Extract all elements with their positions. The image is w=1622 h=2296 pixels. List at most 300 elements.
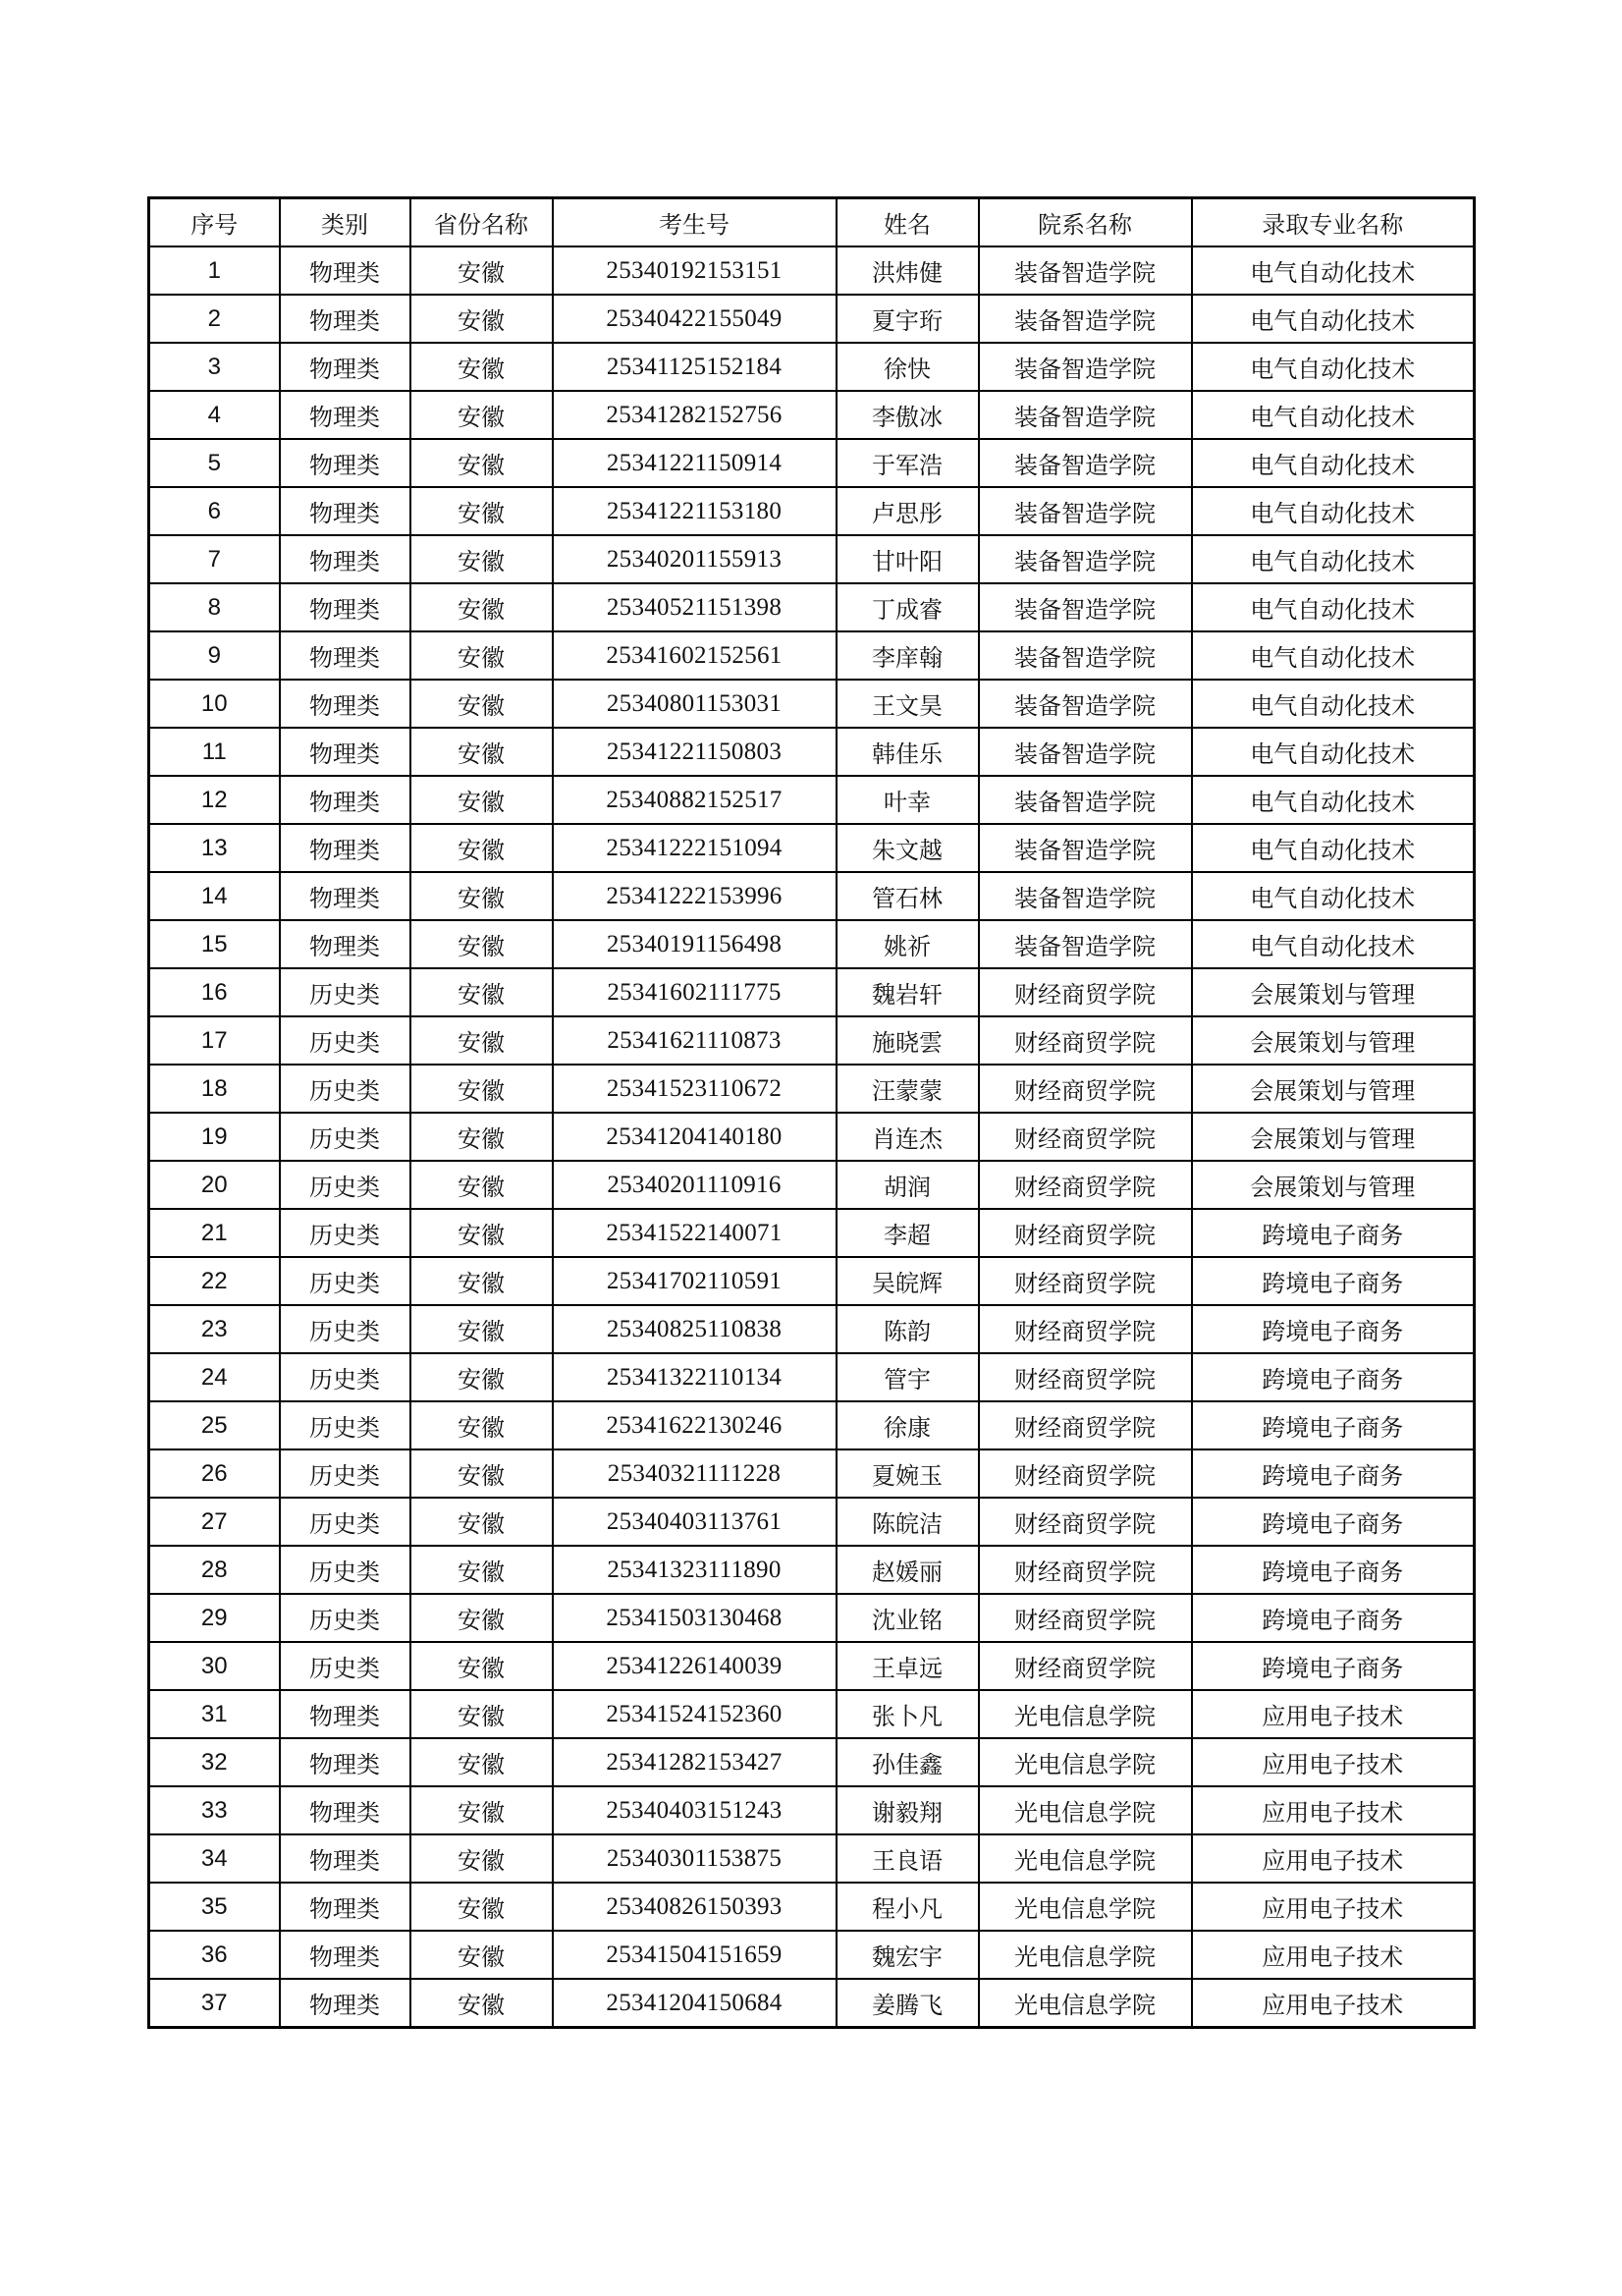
major-cell: 应用电子技术: [1192, 1931, 1475, 1979]
province-cell: 安徽: [410, 631, 553, 680]
serial-number-cell: 7: [149, 535, 280, 583]
major-cell: 电气自动化技术: [1192, 776, 1475, 824]
table-row: [149, 487, 1475, 535]
category-cell: 历史类: [280, 1257, 410, 1305]
department-cell: 财经商贸学院: [979, 1209, 1192, 1257]
candidate-number-cell: 25341222153996: [553, 872, 837, 920]
serial-number-cell: 14: [149, 872, 280, 920]
province-cell: 安徽: [410, 1594, 553, 1642]
province-cell: 安徽: [410, 824, 553, 872]
province-cell: 安徽: [410, 1065, 553, 1113]
department-cell: 光电信息学院: [979, 1979, 1192, 2028]
category-cell: 物理类: [280, 1979, 410, 2028]
candidate-number-cell: 25341621110873: [553, 1016, 837, 1065]
province-cell: 安徽: [410, 1449, 553, 1498]
serial-number-cell: 1: [149, 246, 280, 295]
major-cell: 应用电子技术: [1192, 1738, 1475, 1786]
candidate-number-cell: 25340826150393: [553, 1883, 837, 1931]
category-cell: 物理类: [280, 246, 410, 295]
major-cell: 跨境电子商务: [1192, 1353, 1475, 1401]
student-name-cell: 李傲冰: [837, 391, 979, 439]
serial-number-cell: 19: [149, 1113, 280, 1161]
student-name-cell: 程小凡: [837, 1883, 979, 1931]
admission-list-table: [147, 196, 1476, 2029]
major-cell: 跨境电子商务: [1192, 1209, 1475, 1257]
major-cell: 应用电子技术: [1192, 1834, 1475, 1883]
province-cell: 安徽: [410, 1883, 553, 1931]
candidate-number-cell: 25341322110134: [553, 1353, 837, 1401]
major-cell: 电气自动化技术: [1192, 583, 1475, 631]
student-name-cell: 张卜凡: [837, 1690, 979, 1738]
major-cell: 电气自动化技术: [1192, 487, 1475, 535]
category-cell: 物理类: [280, 583, 410, 631]
category-cell: 历史类: [280, 1498, 410, 1546]
category-cell: 物理类: [280, 535, 410, 583]
department-cell: 光电信息学院: [979, 1738, 1192, 1786]
candidate-number-cell: 25341282153427: [553, 1738, 837, 1786]
table-row: [149, 1498, 1475, 1546]
candidate-number-cell: 25341504151659: [553, 1931, 837, 1979]
category-cell: 历史类: [280, 968, 410, 1016]
serial-number-cell: 37: [149, 1979, 280, 2028]
category-cell: 物理类: [280, 776, 410, 824]
candidate-number-cell: 25341503130468: [553, 1594, 837, 1642]
table-row: [149, 1305, 1475, 1353]
student-name-cell: 朱文越: [837, 824, 979, 872]
category-cell: 物理类: [280, 1834, 410, 1883]
serial-number-cell: 29: [149, 1594, 280, 1642]
student-name-cell: 王文昊: [837, 680, 979, 728]
major-cell: 跨境电子商务: [1192, 1546, 1475, 1594]
header-name: 姓名: [837, 198, 979, 247]
header-category: 类别: [280, 198, 410, 247]
serial-number-cell: 27: [149, 1498, 280, 1546]
major-cell: 跨境电子商务: [1192, 1498, 1475, 1546]
table-row: [149, 1690, 1475, 1738]
major-cell: 电气自动化技术: [1192, 535, 1475, 583]
student-name-cell: 陈皖洁: [837, 1498, 979, 1546]
serial-number-cell: 12: [149, 776, 280, 824]
candidate-number-cell: 25340422155049: [553, 295, 837, 343]
department-cell: 装备智造学院: [979, 246, 1192, 295]
serial-number-cell: 17: [149, 1016, 280, 1065]
province-cell: 安徽: [410, 246, 553, 295]
table-row: [149, 1016, 1475, 1065]
category-cell: 历史类: [280, 1353, 410, 1401]
student-name-cell: 徐快: [837, 343, 979, 391]
serial-number-cell: 3: [149, 343, 280, 391]
serial-number-cell: 31: [149, 1690, 280, 1738]
major-cell: 应用电子技术: [1192, 1690, 1475, 1738]
table-body: [149, 246, 1475, 2028]
department-cell: 财经商贸学院: [979, 1305, 1192, 1353]
candidate-number-cell: 25340403113761: [553, 1498, 837, 1546]
candidate-number-cell: 25340321111228: [553, 1449, 837, 1498]
candidate-number-cell: 25340825110838: [553, 1305, 837, 1353]
department-cell: 财经商贸学院: [979, 1257, 1192, 1305]
serial-number-cell: 9: [149, 631, 280, 680]
table-row: [149, 1931, 1475, 1979]
department-cell: 财经商贸学院: [979, 1161, 1192, 1209]
major-cell: 电气自动化技术: [1192, 920, 1475, 968]
candidate-number-cell: 25340192153151: [553, 246, 837, 295]
province-cell: 安徽: [410, 968, 553, 1016]
candidate-number-cell: 25340882152517: [553, 776, 837, 824]
table-row: [149, 1113, 1475, 1161]
department-cell: 装备智造学院: [979, 487, 1192, 535]
serial-number-cell: 16: [149, 968, 280, 1016]
department-cell: 装备智造学院: [979, 391, 1192, 439]
table-row: [149, 583, 1475, 631]
category-cell: 历史类: [280, 1401, 410, 1449]
student-name-cell: 于军浩: [837, 439, 979, 487]
table-row: [149, 968, 1475, 1016]
department-cell: 财经商贸学院: [979, 1642, 1192, 1690]
major-cell: 会展策划与管理: [1192, 1065, 1475, 1113]
table-row: [149, 1209, 1475, 1257]
province-cell: 安徽: [410, 1834, 553, 1883]
major-cell: 应用电子技术: [1192, 1786, 1475, 1834]
table-row: [149, 535, 1475, 583]
candidate-number-cell: 25341323111890: [553, 1546, 837, 1594]
category-cell: 物理类: [280, 728, 410, 776]
table-row: [149, 1594, 1475, 1642]
student-name-cell: 管石林: [837, 872, 979, 920]
major-cell: 电气自动化技术: [1192, 439, 1475, 487]
major-cell: 电气自动化技术: [1192, 343, 1475, 391]
candidate-number-cell: 25340301153875: [553, 1834, 837, 1883]
student-name-cell: 施晓雲: [837, 1016, 979, 1065]
province-cell: 安徽: [410, 1642, 553, 1690]
student-name-cell: 洪炜健: [837, 246, 979, 295]
student-name-cell: 夏宇珩: [837, 295, 979, 343]
table-row: [149, 824, 1475, 872]
serial-number-cell: 22: [149, 1257, 280, 1305]
province-cell: 安徽: [410, 1979, 553, 2028]
serial-number-cell: 8: [149, 583, 280, 631]
candidate-number-cell: 25341524152360: [553, 1690, 837, 1738]
candidate-number-cell: 25341702110591: [553, 1257, 837, 1305]
major-cell: 会展策划与管理: [1192, 968, 1475, 1016]
student-name-cell: 姜腾飞: [837, 1979, 979, 2028]
province-cell: 安徽: [410, 1786, 553, 1834]
serial-number-cell: 2: [149, 295, 280, 343]
table-row: [149, 1883, 1475, 1931]
student-name-cell: 王良语: [837, 1834, 979, 1883]
province-cell: 安徽: [410, 1161, 553, 1209]
major-cell: 跨境电子商务: [1192, 1642, 1475, 1690]
department-cell: 装备智造学院: [979, 343, 1192, 391]
serial-number-cell: 24: [149, 1353, 280, 1401]
major-cell: 跨境电子商务: [1192, 1449, 1475, 1498]
province-cell: 安徽: [410, 583, 553, 631]
category-cell: 物理类: [280, 1690, 410, 1738]
major-cell: 电气自动化技术: [1192, 631, 1475, 680]
province-cell: 安徽: [410, 728, 553, 776]
major-cell: 电气自动化技术: [1192, 295, 1475, 343]
table-row: [149, 920, 1475, 968]
candidate-number-cell: 25340801153031: [553, 680, 837, 728]
serial-number-cell: 28: [149, 1546, 280, 1594]
department-cell: 光电信息学院: [979, 1786, 1192, 1834]
candidate-number-cell: 25341602152561: [553, 631, 837, 680]
candidate-number-cell: 25340201110916: [553, 1161, 837, 1209]
student-name-cell: 韩佳乐: [837, 728, 979, 776]
student-name-cell: 管宇: [837, 1353, 979, 1401]
student-name-cell: 魏岩轩: [837, 968, 979, 1016]
province-cell: 安徽: [410, 776, 553, 824]
department-cell: 装备智造学院: [979, 728, 1192, 776]
province-cell: 安徽: [410, 439, 553, 487]
category-cell: 历史类: [280, 1594, 410, 1642]
student-name-cell: 丁成睿: [837, 583, 979, 631]
serial-number-cell: 18: [149, 1065, 280, 1113]
serial-number-cell: 26: [149, 1449, 280, 1498]
student-name-cell: 卢思彤: [837, 487, 979, 535]
table-row: [149, 439, 1475, 487]
department-cell: 光电信息学院: [979, 1834, 1192, 1883]
table-header-row: [149, 198, 1475, 247]
serial-number-cell: 36: [149, 1931, 280, 1979]
major-cell: 跨境电子商务: [1192, 1305, 1475, 1353]
serial-number-cell: 11: [149, 728, 280, 776]
major-cell: 跨境电子商务: [1192, 1401, 1475, 1449]
department-cell: 财经商贸学院: [979, 1113, 1192, 1161]
department-cell: 财经商贸学院: [979, 1353, 1192, 1401]
student-name-cell: 叶幸: [837, 776, 979, 824]
student-name-cell: 姚祈: [837, 920, 979, 968]
category-cell: 物理类: [280, 631, 410, 680]
province-cell: 安徽: [410, 1353, 553, 1401]
category-cell: 物理类: [280, 1931, 410, 1979]
student-name-cell: 吴皖辉: [837, 1257, 979, 1305]
serial-number-cell: 13: [149, 824, 280, 872]
candidate-number-cell: 25341602111775: [553, 968, 837, 1016]
table-row: [149, 295, 1475, 343]
candidate-number-cell: 25341226140039: [553, 1642, 837, 1690]
department-cell: 装备智造学院: [979, 680, 1192, 728]
major-cell: 电气自动化技术: [1192, 824, 1475, 872]
student-name-cell: 赵媛丽: [837, 1546, 979, 1594]
table-row: [149, 343, 1475, 391]
serial-number-cell: 5: [149, 439, 280, 487]
candidate-number-cell: 25341221153180: [553, 487, 837, 535]
major-cell: 电气自动化技术: [1192, 872, 1475, 920]
department-cell: 财经商贸学院: [979, 1546, 1192, 1594]
candidate-number-cell: 25341125152184: [553, 343, 837, 391]
serial-number-cell: 23: [149, 1305, 280, 1353]
department-cell: 装备智造学院: [979, 631, 1192, 680]
serial-number-cell: 6: [149, 487, 280, 535]
student-name-cell: 汪蒙蒙: [837, 1065, 979, 1113]
candidate-number-cell: 25340191156498: [553, 920, 837, 968]
department-cell: 装备智造学院: [979, 872, 1192, 920]
candidate-number-cell: 25340521151398: [553, 583, 837, 631]
serial-number-cell: 20: [149, 1161, 280, 1209]
department-cell: 财经商贸学院: [979, 1449, 1192, 1498]
table-row: [149, 728, 1475, 776]
province-cell: 安徽: [410, 872, 553, 920]
category-cell: 物理类: [280, 824, 410, 872]
major-cell: 跨境电子商务: [1192, 1594, 1475, 1642]
student-name-cell: 李庠翰: [837, 631, 979, 680]
major-cell: 电气自动化技术: [1192, 391, 1475, 439]
table-row: [149, 1161, 1475, 1209]
candidate-number-cell: 25341622130246: [553, 1401, 837, 1449]
category-cell: 物理类: [280, 1883, 410, 1931]
department-cell: 财经商贸学院: [979, 968, 1192, 1016]
category-cell: 历史类: [280, 1449, 410, 1498]
department-cell: 装备智造学院: [979, 920, 1192, 968]
category-cell: 物理类: [280, 1738, 410, 1786]
header-candidate-number: 考生号: [553, 198, 837, 247]
province-cell: 安徽: [410, 1305, 553, 1353]
student-name-cell: 王卓远: [837, 1642, 979, 1690]
student-name-cell: 沈业铭: [837, 1594, 979, 1642]
province-cell: 安徽: [410, 343, 553, 391]
candidate-number-cell: 25341204150684: [553, 1979, 837, 2028]
department-cell: 财经商贸学院: [979, 1401, 1192, 1449]
department-cell: 装备智造学院: [979, 439, 1192, 487]
header-department: 院系名称: [979, 198, 1192, 247]
category-cell: 物理类: [280, 920, 410, 968]
serial-number-cell: 15: [149, 920, 280, 968]
province-cell: 安徽: [410, 487, 553, 535]
major-cell: 电气自动化技术: [1192, 680, 1475, 728]
category-cell: 历史类: [280, 1161, 410, 1209]
header-province: 省份名称: [410, 198, 553, 247]
major-cell: 电气自动化技术: [1192, 728, 1475, 776]
student-name-cell: 胡润: [837, 1161, 979, 1209]
table-row: [149, 1546, 1475, 1594]
province-cell: 安徽: [410, 920, 553, 968]
major-cell: 跨境电子商务: [1192, 1257, 1475, 1305]
student-name-cell: 魏宏宇: [837, 1931, 979, 1979]
table-row: [149, 1738, 1475, 1786]
student-name-cell: 李超: [837, 1209, 979, 1257]
province-cell: 安徽: [410, 1931, 553, 1979]
header-serial-number: 序号: [149, 198, 280, 247]
province-cell: 安徽: [410, 1546, 553, 1594]
province-cell: 安徽: [410, 295, 553, 343]
candidate-number-cell: 25340403151243: [553, 1786, 837, 1834]
category-cell: 物理类: [280, 391, 410, 439]
serial-number-cell: 25: [149, 1401, 280, 1449]
student-name-cell: 肖连杰: [837, 1113, 979, 1161]
table-row: [149, 1353, 1475, 1401]
department-cell: 装备智造学院: [979, 583, 1192, 631]
province-cell: 安徽: [410, 1257, 553, 1305]
major-cell: 应用电子技术: [1192, 1979, 1475, 2028]
serial-number-cell: 34: [149, 1834, 280, 1883]
candidate-number-cell: 25340201155913: [553, 535, 837, 583]
major-cell: 电气自动化技术: [1192, 246, 1475, 295]
category-cell: 历史类: [280, 1642, 410, 1690]
table-row: [149, 776, 1475, 824]
candidate-number-cell: 25341222151094: [553, 824, 837, 872]
department-cell: 装备智造学院: [979, 535, 1192, 583]
department-cell: 光电信息学院: [979, 1883, 1192, 1931]
province-cell: 安徽: [410, 391, 553, 439]
table-row: [149, 1401, 1475, 1449]
table-row: [149, 246, 1475, 295]
table-row: [149, 680, 1475, 728]
serial-number-cell: 4: [149, 391, 280, 439]
major-cell: 会展策划与管理: [1192, 1113, 1475, 1161]
category-cell: 历史类: [280, 1546, 410, 1594]
major-cell: 应用电子技术: [1192, 1883, 1475, 1931]
department-cell: 装备智造学院: [979, 295, 1192, 343]
category-cell: 物理类: [280, 487, 410, 535]
table-row: [149, 1065, 1475, 1113]
student-name-cell: 陈韵: [837, 1305, 979, 1353]
student-name-cell: 徐康: [837, 1401, 979, 1449]
category-cell: 物理类: [280, 680, 410, 728]
candidate-number-cell: 25341221150803: [553, 728, 837, 776]
table-row: [149, 872, 1475, 920]
table-row: [149, 1834, 1475, 1883]
department-cell: 财经商贸学院: [979, 1498, 1192, 1546]
serial-number-cell: 10: [149, 680, 280, 728]
major-cell: 会展策划与管理: [1192, 1161, 1475, 1209]
province-cell: 安徽: [410, 1401, 553, 1449]
candidate-number-cell: 25341523110672: [553, 1065, 837, 1113]
province-cell: 安徽: [410, 1016, 553, 1065]
student-name-cell: 夏婉玉: [837, 1449, 979, 1498]
candidate-number-cell: 25341204140180: [553, 1113, 837, 1161]
province-cell: 安徽: [410, 680, 553, 728]
department-cell: 财经商贸学院: [979, 1594, 1192, 1642]
province-cell: 安徽: [410, 1113, 553, 1161]
province-cell: 安徽: [410, 1209, 553, 1257]
major-cell: 会展策划与管理: [1192, 1016, 1475, 1065]
category-cell: 物理类: [280, 295, 410, 343]
table-row: [149, 1786, 1475, 1834]
table-row: [149, 1449, 1475, 1498]
department-cell: 财经商贸学院: [979, 1016, 1192, 1065]
province-cell: 安徽: [410, 1690, 553, 1738]
category-cell: 历史类: [280, 1209, 410, 1257]
table-row: [149, 1642, 1475, 1690]
department-cell: 装备智造学院: [979, 824, 1192, 872]
table-row: [149, 391, 1475, 439]
category-cell: 物理类: [280, 343, 410, 391]
category-cell: 历史类: [280, 1016, 410, 1065]
category-cell: 物理类: [280, 872, 410, 920]
table-row: [149, 631, 1475, 680]
serial-number-cell: 35: [149, 1883, 280, 1931]
province-cell: 安徽: [410, 1498, 553, 1546]
category-cell: 物理类: [280, 1786, 410, 1834]
department-cell: 光电信息学院: [979, 1931, 1192, 1979]
category-cell: 历史类: [280, 1305, 410, 1353]
serial-number-cell: 32: [149, 1738, 280, 1786]
department-cell: 装备智造学院: [979, 776, 1192, 824]
header-major: 录取专业名称: [1192, 198, 1475, 247]
province-cell: 安徽: [410, 535, 553, 583]
serial-number-cell: 30: [149, 1642, 280, 1690]
department-cell: 财经商贸学院: [979, 1065, 1192, 1113]
candidate-number-cell: 25341221150914: [553, 439, 837, 487]
province-cell: 安徽: [410, 1738, 553, 1786]
student-name-cell: 谢毅翔: [837, 1786, 979, 1834]
category-cell: 物理类: [280, 439, 410, 487]
table-row: [149, 1257, 1475, 1305]
category-cell: 历史类: [280, 1113, 410, 1161]
category-cell: 历史类: [280, 1065, 410, 1113]
serial-number-cell: 33: [149, 1786, 280, 1834]
serial-number-cell: 21: [149, 1209, 280, 1257]
